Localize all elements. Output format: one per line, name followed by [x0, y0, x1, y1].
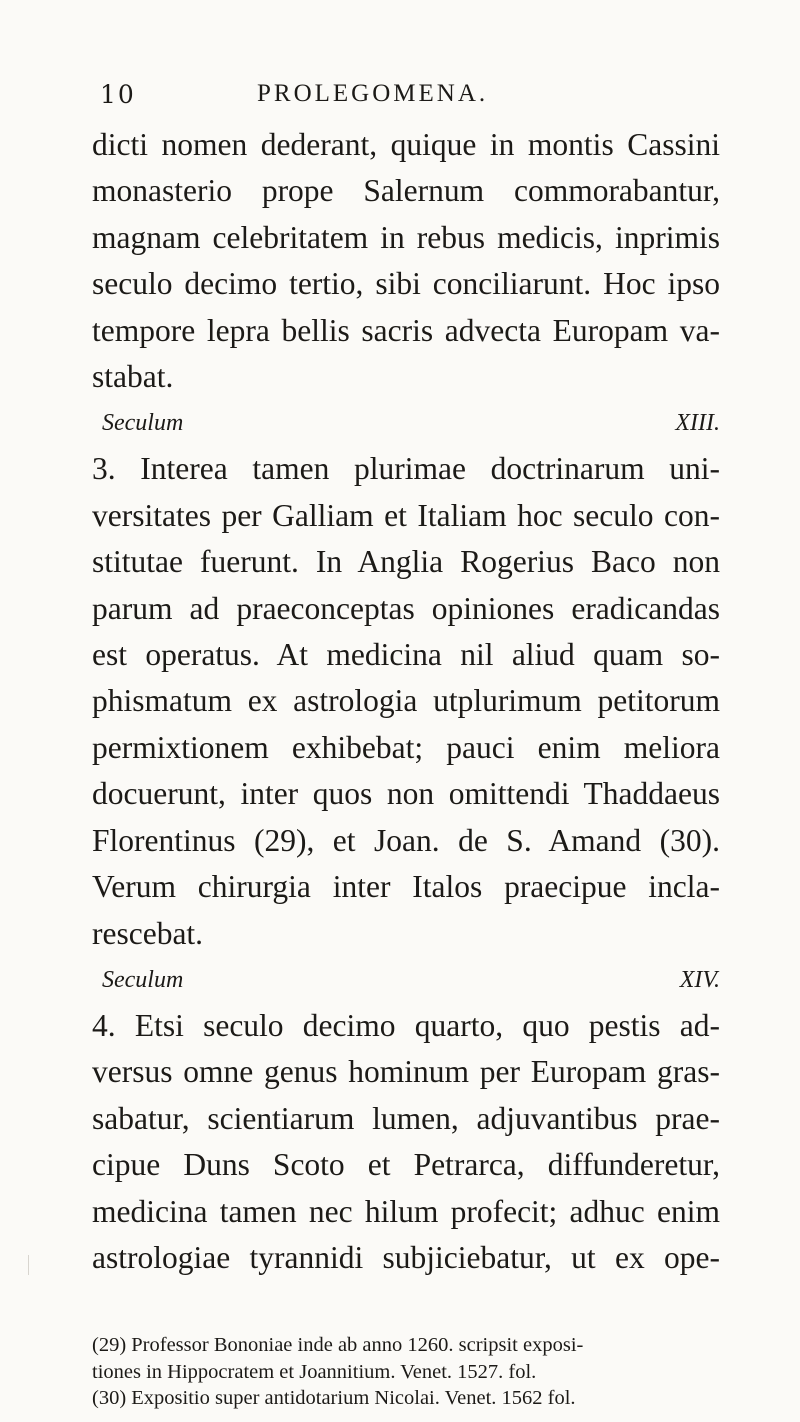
margin-mark: [28, 1255, 37, 1275]
text-line: est operatus. At medicina nil aliud quam so-: [92, 637, 720, 673]
section-heading-seculum-xiv: Seculum XIV.: [102, 966, 720, 993]
text-line: versus omne genus hominum per Europam gras-: [92, 1054, 720, 1090]
text-line: dicti nomen dederant, quique in montis Cassini: [92, 127, 720, 162]
paragraph-continued: [92, 122, 720, 400]
running-header: [92, 80, 720, 120]
text-line: 3. Interea tamen plurimae doctrinarum uni-: [92, 451, 720, 487]
text-line: tempore lepra bellis sacris advecta Europam va-: [92, 312, 720, 348]
section-heading-seculum-xiii: Seculum XIII.: [102, 410, 720, 437]
text-line: seculo decimo tertio, sibi conciliarunt. Hoc ipso: [92, 266, 720, 302]
text-line: stabat.: [92, 359, 174, 395]
paragraph-4: [92, 1003, 720, 1281]
text-line: phismatum ex astrologia utplurimum petitorum: [92, 683, 720, 719]
footnote-line: tiones in Hippocratem et Joannitium. Venet. 1527. fol.: [92, 1360, 537, 1383]
text-line: docuerunt, inter quos non omittendi Thaddaeus: [92, 776, 720, 812]
text-line: Verum chirurgia inter Italos praecipue incla-: [92, 869, 720, 905]
text-line: stitutae fuerunt. In Anglia Rogerius Baco non: [92, 544, 720, 580]
footnote-line: (29) Professor Bononiae inde ab anno 1260. scripsit exposi-: [92, 1334, 584, 1356]
page-number: 10: [100, 80, 136, 109]
text-line: astrologiae tyrannidi subjiciebatur, ut ex ope-: [92, 1239, 720, 1275]
text-line: Florentinus (29), et Joan. de S. Amand (30).: [92, 822, 720, 858]
text-line: medicina tamen nec hilum profecit; adhuc enim: [92, 1193, 720, 1229]
text-line: 4. Etsi seculo decimo quarto, quo pestis ad-: [92, 1007, 720, 1043]
footnote-line: (30) Expositio super antidotarium Nicolai. Venet. 1562 fol.: [92, 1387, 576, 1409]
text-line: rescebat.: [92, 915, 204, 951]
text-line: parum ad praeconceptas opiniones eradicandas: [92, 590, 720, 626]
text-line: sabatur, scientiarum lumen, adjuvantibus prae-: [92, 1100, 720, 1136]
text-line: magnam celebritatem in rebus medicis, inprimis: [92, 219, 720, 255]
paragraph-3: [92, 446, 720, 956]
text-line: monasterio prope Salernum commorabantur,: [92, 173, 720, 209]
footnotes: [92, 1332, 720, 1412]
main-text: [92, 122, 720, 1281]
running-title: PROLEGOMENA.: [257, 80, 489, 107]
text-line: versitates per Galliam et Italiam hoc seculo con-: [92, 497, 720, 533]
text-line: cipue Duns Scoto et Petrarca, diffunderetur,: [92, 1147, 720, 1183]
text-line: permixtionem exhibebat; pauci enim meliora: [92, 729, 720, 765]
